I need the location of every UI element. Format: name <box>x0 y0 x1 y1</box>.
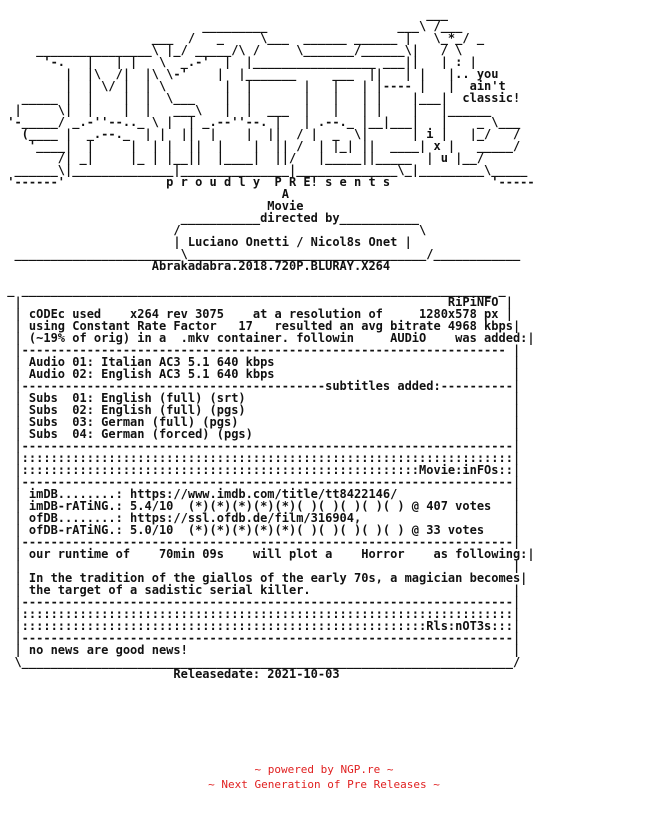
footer-tagline: ~ Next Generation of Pre Releases ~ <box>208 778 440 791</box>
footer <box>0 762 648 792</box>
footer-powered-by: ~ powered by NGP.re ~ <box>254 763 394 776</box>
nfo-text: ___ _________ ___\ /___ ___ / _ \___ ______ ______ | \_*_/ _ ________________\ |_/ _____/\ / \_______/______\| / \ '-. | | | \ _.-' | |_________________ ___|| | : | | |\ /| |\ \-' | |_______ ___ || | | |.. you | | \/ | | \ | | | | | |---- | | ain't _____ | | | | \___ | | | | | | |___| classic! | \| | | | ___\ | | ___ | | | | | |______ '-_____/ _.-''--.._ \ | | _.--''--. | | .--._ |__|___| | _ \___ (____ | _.--._ | | || | | || / | _ \| | i | |_/ / '____| | | | | || | | || / | |_| || ____| x | _____/ /| _| |_ | |__|| |____| ||/ |_____||_____ | u |__/ ______\|______________|_______________|______________\_|_________\_____ '------' p r o u d l y P R E! s e n t s '----- A Movie ___________directed by___________ / \ | Luciano Onetti / Nicol8s Onet | _______________________\_________________________________/____________ Abrakadabra.2018.720P.BLURAY.X264 _ _________________________________________________________________ _ | RiPiNFO | | cODEc used x264 rev 3075 at a resolution of 1280x578 px | | using Constant Rate Factor 17 resulted an avg bitrate 4968 kbps| | (~19% of orig) in a .mkv container. followin AUDiO was added:| |------------------------------------------------------------------- | | Audio 01: Italian AC3 5.1 640 kbps | | Audio 02: English AC3 5.1 640 kbps | |------------------------------------------subtitles added:----------| | Subs 01: English (full) (srt) | | Subs 02: English (full) (pgs) | | Subs 03: German (full) (pgs) | | Subs 04: German (forced) (pgs) | |--------------------------------------------------------------------| |::::::::::::::::::::::::::::::::::::::::::::::::::::::::::::::::::::| |:::::::::::::::::::::::::::::::::::::::::::::::::::::::Movie:inFOs::| |--------------------------------------------------------------------| | imDB........: https://www.imdb.com/title/tt8422146/ | | imDB-rATiNG.: 5.4/10 (*)(*)(*)(*)(*)( )( )( )( )( ) @ 407 votes | | ofDB........: https://ssl.ofdb.de/film/316904, | | ofDB-rATiNG.: 5.0/10 (*)(*)(*)(*)(*)( )( )( )( )( ) @ 33 votes | |--------------------------------------------------------------------| | our runtime of 70min 09s will plot a Horror as following:| | | | In the tradition of the giallos of the early 70s, a magician becomes| | the target of a sadistic serial killer. | |--------------------------------------------------------------------| |::::::::::::::::::::::::::::::::::::::::::::::::::::::::::::::::::::| |::::::::::::::::::::::::::::::::::::::::::::::::::::::::Rls:nOT3s:::| |--------------------------------------------------------------------| | no news are good news! | \____________________________________________________________________/ Releasedate: 2021-10-03 <box>7 8 535 680</box>
